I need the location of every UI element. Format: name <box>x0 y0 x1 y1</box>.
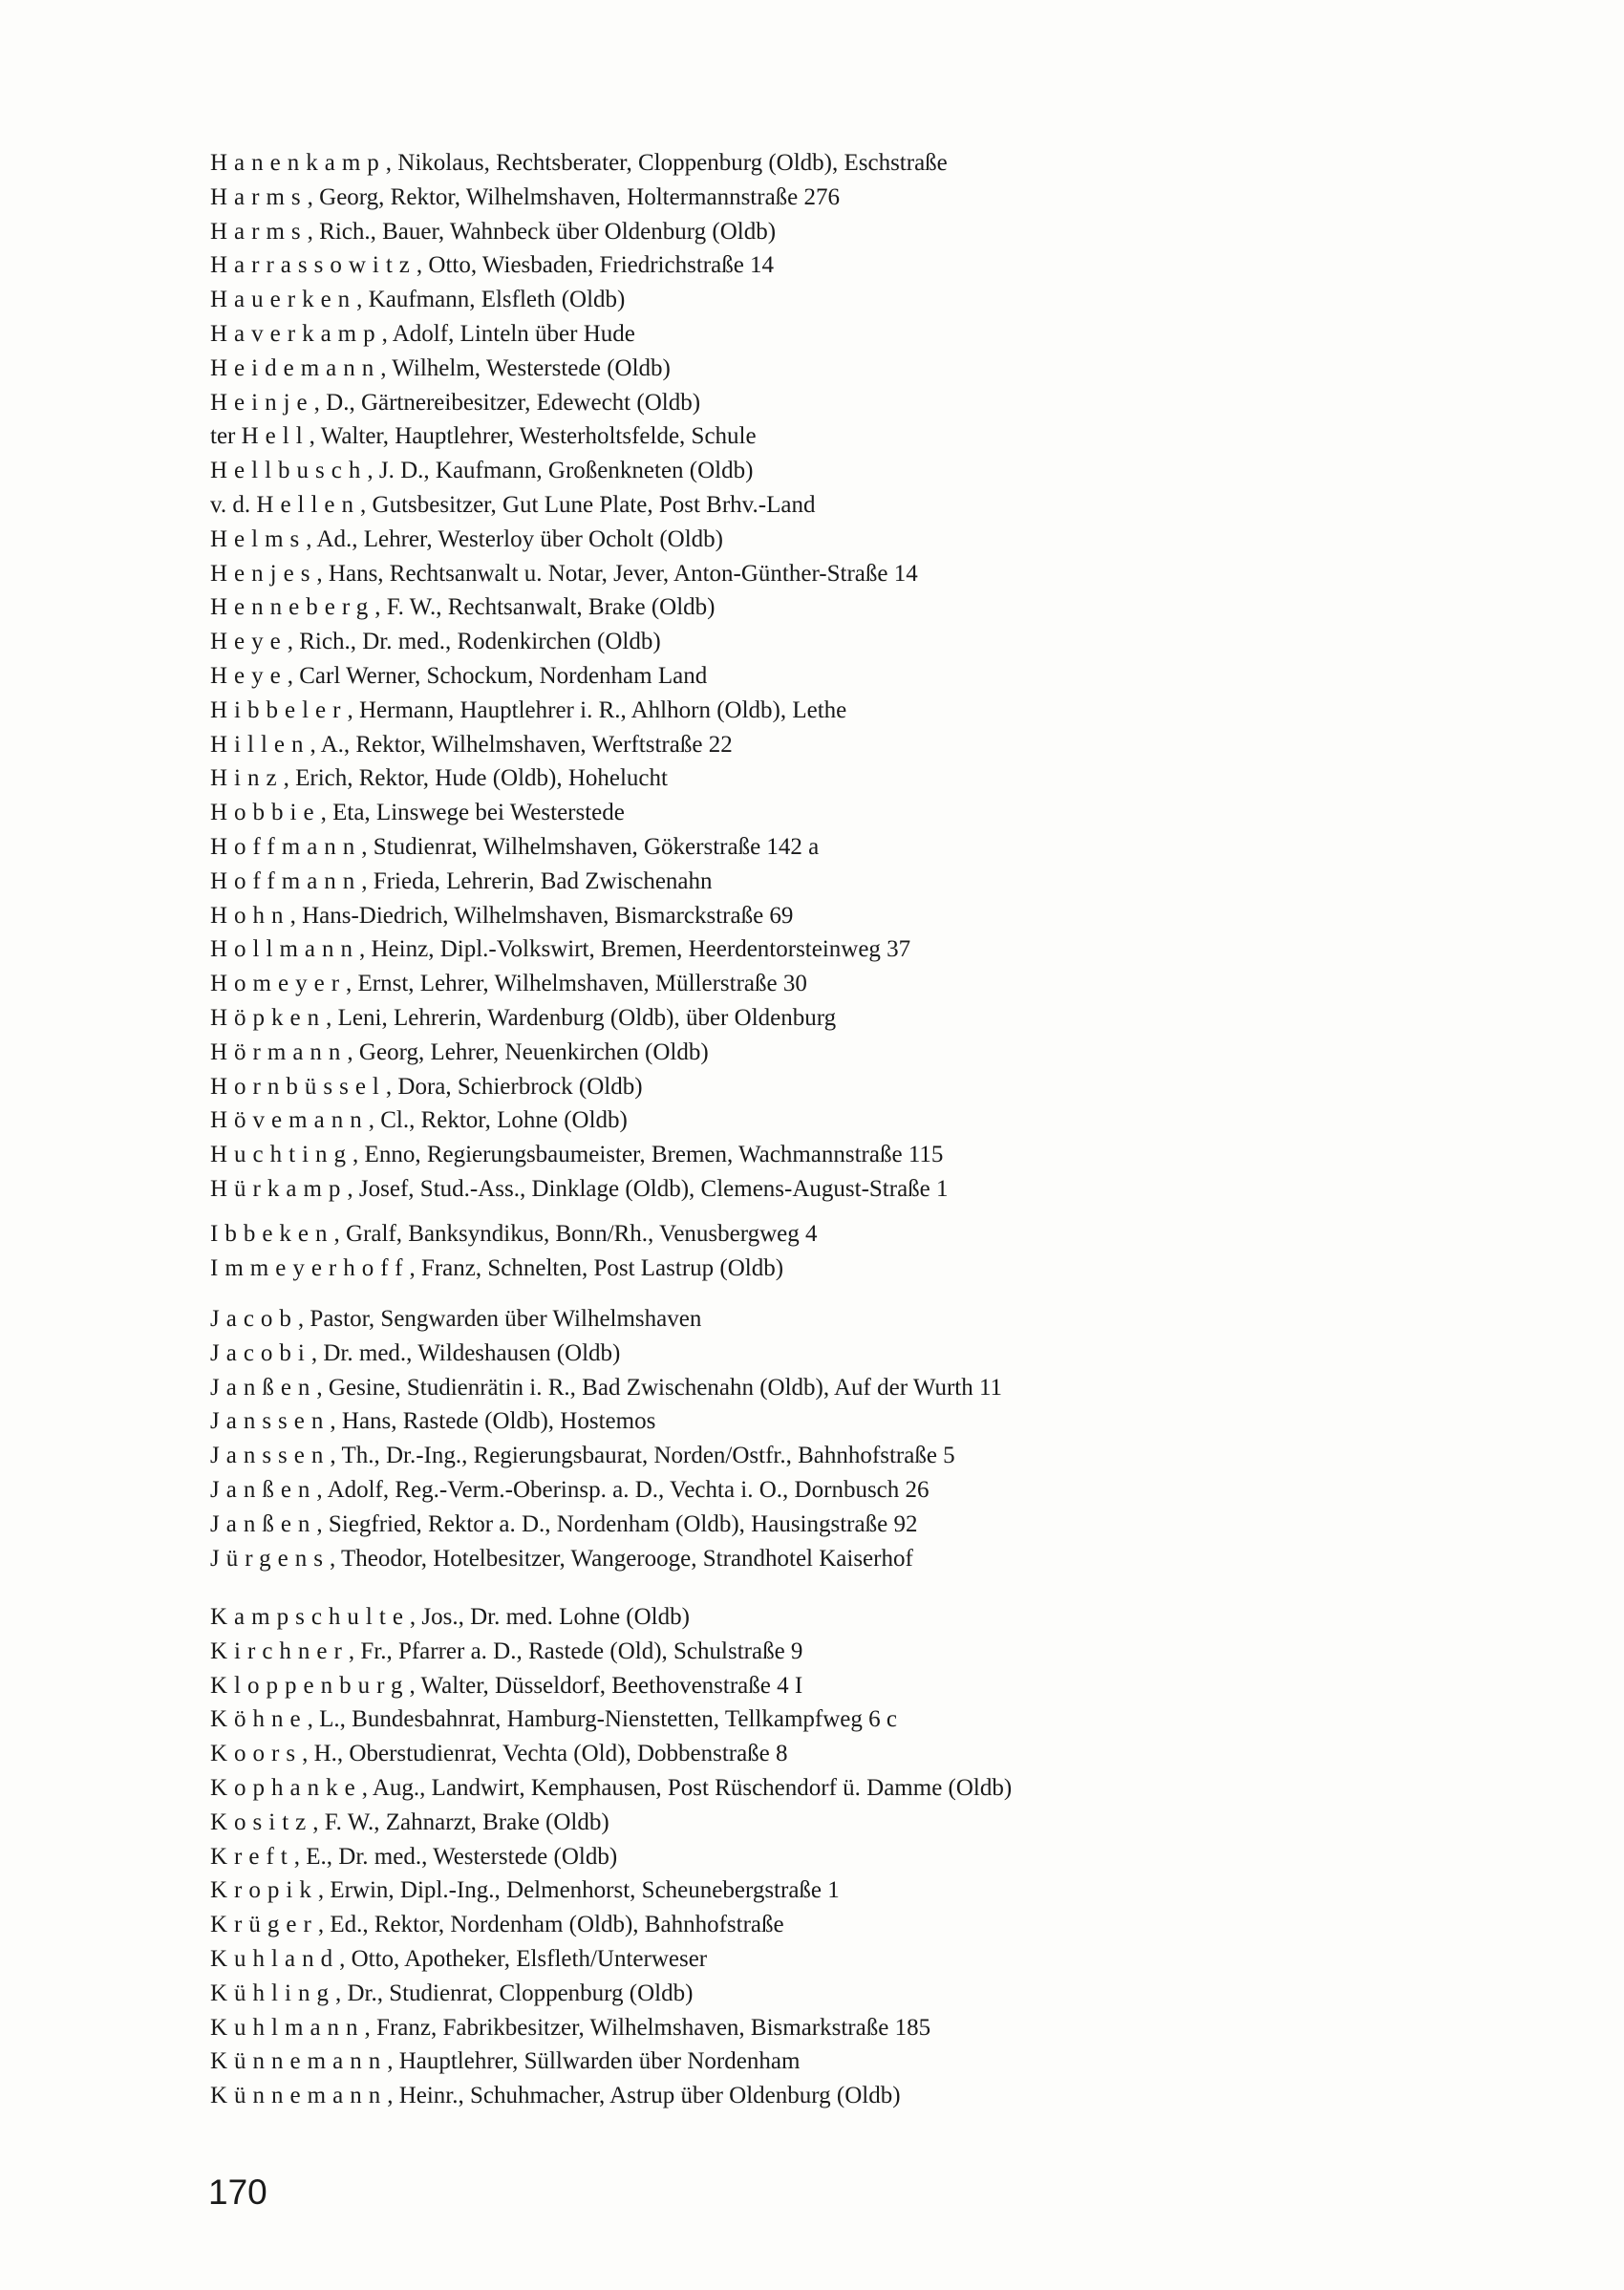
directory-entry: Hobbie, Eta, Linswege bei Westerstede <box>210 800 625 826</box>
entry-surname: Hinz <box>210 765 284 792</box>
entry-details: D., Gärtnereibesitzer, Edewecht (Oldb) <box>326 389 701 416</box>
entry-details: Kaufmann, Elsfleth (Oldb) <box>368 287 626 313</box>
section-j <box>210 1302 1462 1575</box>
section-h <box>210 146 1462 1207</box>
entry-surname: Köhne <box>210 1706 308 1733</box>
directory-entry: Janßen, Siegfried, Rektor a. D., Nordenham (Oldb), Hausingstraße 92 <box>210 1510 918 1537</box>
entry-details: Erwin, Dipl.-Ing., Delmenhorst, Scheunebergstraße 1 <box>330 1877 840 1904</box>
directory-entry: Hollmann, Heinz, Dipl.-Volkswirt, Bremen, Heerdentorsteinweg 37 <box>210 936 911 963</box>
directory-entry: Heye, Rich., Dr. med., Rodenkirchen (Oldb) <box>210 629 661 655</box>
entry-details: Heinz, Dipl.-Volkswirt, Bremen, Heerdentorsteinweg 37 <box>371 936 911 963</box>
directory-entry: ter Hell, Walter, Hauptlehrer, Westerholtsfelde, Schule <box>210 423 757 450</box>
entry-surname: Jacob <box>210 1306 298 1332</box>
entry-name-prefix: ter <box>210 423 236 450</box>
directory-entry: Köhne, L., Bundesbahnrat, Hamburg-Nienstetten, Tellkampfweg 6 c <box>210 1706 897 1733</box>
entry-details: Franz, Schnelten, Post Lastrup (Oldb) <box>420 1254 784 1281</box>
entry-details: Fr., Pfarrer a. D., Rastede (Old), Schulstraße 9 <box>360 1637 803 1664</box>
entry-details: Ed., Rektor, Nordenham (Oldb), Bahnhofstraße <box>330 1912 784 1938</box>
entry-surname: Huchting <box>210 1142 353 1168</box>
entry-surname: Kampschulte <box>210 1604 410 1630</box>
entry-details: Franz, Fabrikbesitzer, Wilhelmshaven, Bismarkstraße 185 <box>376 2014 931 2041</box>
entry-details: Enno, Regierungsbaumeister, Bremen, Wachmannstraße 115 <box>364 1142 944 1168</box>
entry-surname: Höpken <box>210 1004 327 1031</box>
directory-entry: Kirchner, Fr., Pfarrer a. D., Rastede (Old), Schulstraße 9 <box>210 1637 803 1664</box>
entry-details: Eta, Linswege bei Westerstede <box>332 800 625 826</box>
directory-entry: Janßen, Gesine, Studienrätin i. R., Bad Zwischenahn (Oldb), Auf der Wurth 11 <box>210 1374 1003 1401</box>
directory-entry: Koors, H., Oberstudienrat, Vechta (Old), Dobbenstraße 8 <box>210 1741 788 1767</box>
directory-entry: Kühling, Dr., Studienrat, Cloppenburg (Oldb) <box>210 1980 694 2006</box>
entry-surname: Krüger <box>210 1912 318 1938</box>
entry-details: Hauptlehrer, Süllwarden über Nordenham <box>398 2048 801 2075</box>
entry-surname: Harms <box>210 183 308 210</box>
directory-entry: Hellbusch, J. D., Kaufmann, Großenkneten (Oldb) <box>210 458 754 484</box>
entry-name-prefix: v. d. <box>210 491 251 518</box>
entry-details: Erich, Rektor, Hude (Oldb), Hoheluc﻿ht <box>295 765 668 792</box>
entry-details: F. W., Zahnarzt, Brake (Oldb) <box>324 1808 609 1835</box>
directory-entry: Homeyer, Ernst, Lehrer, Wilhelmshaven, Müllerstraße 30 <box>210 971 807 997</box>
directory-entry: Kositz, F. W., Zahnarzt, Brake (Oldb) <box>210 1808 609 1835</box>
directory-entry: Hauerken, Kaufmann, Elsfleth (Oldb) <box>210 287 626 313</box>
entry-surname: Hell <box>241 423 310 450</box>
directory-entry: Hoffmann, Studienrat, Wilhelmshaven, Gökerstraße 142 a <box>210 833 820 860</box>
directory-entry: Kuhland, Otto, Apotheker, Elsfleth/Unterweser <box>210 1945 708 1972</box>
entry-surname: Kositz <box>210 1808 313 1835</box>
entry-surname: Henjes <box>210 560 317 587</box>
directory-entry: Jacobi, Dr. med., Wildeshausen (Oldb) <box>210 1339 621 1366</box>
entry-details: Adolf, Reg.-Verm.-Oberinsp. a. D., Vechta i. O., Dornbusch 26 <box>327 1476 930 1503</box>
entry-surname: Immeyerhoff <box>210 1254 410 1281</box>
directory-entry: Hövemann, Cl., Rektor, Lohne (Oldb) <box>210 1107 628 1134</box>
entry-surname: Hövemann <box>210 1107 369 1134</box>
entry-details: Carl Werner, Schockum, Nordenham Land <box>299 662 708 689</box>
entry-details: Gesine, Studienrätin i. R., Bad Zwischenahn (Oldb), Auf der Wurth 11 <box>328 1374 1003 1401</box>
entry-details: Otto, Apotheker, Elsfleth/Unterweser <box>351 1945 708 1972</box>
entry-details: Leni, Lehrerin, Wardenburg (Oldb), über Oldenburg <box>337 1004 837 1031</box>
directory-entry: Haverkamp, Adolf, Linteln über Hude <box>210 320 635 347</box>
directory-entry: Höpken, Leni, Lehrerin, Wardenburg (Oldb), über Oldenburg <box>210 1004 837 1031</box>
entry-surname: Jacobi <box>210 1339 311 1366</box>
entry-details: Rich., Bauer, Wahnbeck über Oldenburg (Oldb) <box>319 218 777 245</box>
page-number: 170 <box>208 2172 267 2212</box>
entry-surname: Janssen <box>210 1408 331 1435</box>
entry-details: Walter, Hauptlehrer, Westerholtsfelde, Schule <box>320 423 757 450</box>
entry-details: Ernst, Lehrer, Wilhelmshaven, Müllerstraße 30 <box>357 971 807 997</box>
entry-surname: Janßen <box>210 1374 317 1401</box>
entry-surname: Künnemann <box>210 2083 388 2109</box>
entry-details: Hans, Rechtsanwalt u. Notar, Jever, Anton-Günther-Straße 14 <box>328 560 918 587</box>
entry-details: Josef, Stud.-Ass., Dinklage (Oldb), Clemens-August-Straße 1 <box>358 1175 949 1202</box>
directory-entry: Kampschulte, Jos., Dr. med. Lohne (Oldb) <box>210 1604 690 1630</box>
entry-surname: Haverkamp <box>210 320 382 347</box>
directory-entry: Künnemann, Hauptlehrer, Süllwarden über Nordenham <box>210 2048 801 2075</box>
entry-surname: Hellbusch <box>210 458 368 484</box>
entry-surname: Hollmann <box>210 936 359 963</box>
entry-details: Jos., Dr. med. Lohne (Oldb) <box>421 1604 690 1630</box>
entry-details: Georg, Lehrer, Neuenkirchen (Oldb) <box>358 1038 709 1065</box>
entry-details: Siegfried, Rektor a. D., Nordenham (Oldb), Hausingstraße 92 <box>328 1510 918 1537</box>
directory-entry: Heidemann, Wilhelm, Westerstede (Oldb) <box>210 354 671 381</box>
directory-entry: v. d. Hellen, Gutsbesitzer, Gut Lune Plate, Post Brhv.-Land <box>210 491 816 518</box>
entry-details: L., Bundesbahnrat, Hamburg-Nienstetten, Tellkampfweg 6 c <box>319 1706 897 1733</box>
directory-entry: Hillen, A., Rektor, Wilhelmshaven, Werftstraße 22 <box>210 731 733 758</box>
directory-entry: Hohn, Hans-Diedrich, Wilhelmshaven, Bismarckstraße 69 <box>210 902 794 929</box>
entry-surname: Heye <box>210 629 288 655</box>
directory-entry: Kloppenburg, Walter, Düsseldorf, Beethovenstraße 4 I <box>210 1672 803 1699</box>
entry-details: Hermann, Hauptlehrer i. R., Ahlhorn (Oldb), Lethe <box>358 696 847 723</box>
directory-entry: Hanenkamp, Nikolaus, Rechtsberater, Cloppenburg (Oldb), Eschstraße <box>210 150 948 176</box>
entry-details: Georg, Rektor, Wilhelmshaven, Holtermannstraße 276 <box>319 183 841 210</box>
directory-entry: Hörmann, Georg, Lehrer, Neuenkirchen (Oldb) <box>210 1038 709 1065</box>
directory-entry: Kreft, E., Dr. med., Westerstede (Oldb) <box>210 1843 618 1870</box>
entry-surname: Jürgens <box>210 1545 330 1572</box>
directory-entry: Harrassowitz, Otto, Wiesbaden, Friedrichstraße 14 <box>210 252 775 279</box>
directory-entry: Henjes, Hans, Rechtsanwalt u. Notar, Jever, Anton-Günther-Straße 14 <box>210 560 918 587</box>
entry-details: Gutsbesitzer, Gut Lune Plate, Post Brhv.-Land <box>372 491 816 518</box>
entry-surname: Koors <box>210 1741 303 1767</box>
entry-surname: Henneberg <box>210 594 375 621</box>
entry-surname: Homeyer <box>210 971 347 997</box>
directory-entry: Kuhlmann, Franz, Fabrikbesitzer, Wilhelmshaven, Bismarkstraße 185 <box>210 2014 931 2041</box>
entry-details: Hans-Diedrich, Wilhelmshaven, Bismarckstraße 69 <box>302 902 794 929</box>
entry-details: Otto, Wiesbaden, Friedrichstraße 14 <box>428 252 775 279</box>
entry-details: Dr. med., Wildeshausen (Oldb) <box>323 1339 621 1366</box>
entry-surname: Kloppenburg <box>210 1672 410 1699</box>
entry-details: Ad., Lehrer, Westerloy über Ocholt (Oldb) <box>316 525 723 552</box>
entry-details: E., Dr. med., Westerstede (Oldb) <box>306 1843 618 1870</box>
directory-entry: Hornbüssel, Dora, Schierbrock (Oldb) <box>210 1073 643 1100</box>
entry-details: Adolf, Linteln über Hude <box>392 320 635 347</box>
entry-surname: Heinje <box>210 389 314 416</box>
entry-details: Dr., Studienrat, Cloppenburg (Oldb) <box>347 1980 694 2006</box>
entry-surname: Kuhlmann <box>210 2014 365 2041</box>
entry-details: J. D., Kaufmann, Großenkneten (Oldb) <box>378 458 754 484</box>
directory-entry: Helms, Ad., Lehrer, Westerloy über Ocholt (Oldb) <box>210 525 723 552</box>
entry-surname: Kophanke <box>210 1774 362 1801</box>
entry-surname: Janssen <box>210 1443 331 1469</box>
directory-entry: Kophanke, Aug., Landwirt, Kemphausen, Post Rüschendorf ü. Damme (Oldb) <box>210 1774 1013 1801</box>
entry-details: Frieda, Lehrerin, Bad Zwischenahn <box>373 867 713 894</box>
entry-details: Hans, Rastede (Oldb), Hostemos <box>341 1408 656 1435</box>
entry-surname: Helms <box>210 525 307 552</box>
entry-details: Wilhelm, Westerstede (Oldb) <box>392 354 671 381</box>
directory-entry: Hibbeler, Hermann, Hauptlehrer i. R., Ahlhorn (Oldb), Lethe <box>210 696 847 723</box>
section-k <box>210 1600 1462 2113</box>
entry-surname: Hoffmann <box>210 867 362 894</box>
entry-details: Cl., Rektor, Lohne (Oldb) <box>380 1107 628 1134</box>
directory-entry: Huchting, Enno, Regierungsbaumeister, Bremen, Wachmannstraße 115 <box>210 1142 944 1168</box>
directory-entry: Janßen, Adolf, Reg.-Verm.-Oberinsp. a. D., Vechta i. O., Dornbusch 26 <box>210 1476 930 1503</box>
entry-details: Heinr., Schuhmacher, Astrup über Oldenburg (Oldb) <box>398 2083 901 2109</box>
directory-entry: Harms, Rich., Bauer, Wahnbeck über Oldenburg (Oldb) <box>210 218 777 245</box>
entry-surname: Hellen <box>256 491 361 518</box>
directory-entry: Hürkamp, Josef, Stud.-Ass., Dinklage (Oldb), Clemens-August-Straße 1 <box>210 1175 949 1202</box>
entry-surname: Kropik <box>210 1877 318 1904</box>
entry-details: F. W., Rechtsanwalt, Brake (Oldb) <box>386 594 716 621</box>
entry-details: Aug., Landwirt, Kemphausen, Post Rüschendorf ü. Damme (Oldb) <box>372 1774 1013 1801</box>
entry-details: Dora, Schierbrock (Oldb) <box>397 1073 643 1100</box>
entry-surname: Ibbeken <box>210 1221 334 1247</box>
entry-details: Theodor, Hotelbesitzer, Wangerooge, Strandhotel Kaiserhof <box>341 1545 913 1572</box>
directory-entry: Immeyerhoff, Franz, Schnelten, Post Lastrup (Oldb) <box>210 1254 784 1281</box>
entry-surname: Künnemann <box>210 2048 388 2075</box>
directory-entry: Harms, Georg, Rektor, Wilhelmshaven, Holtermannstraße 276 <box>210 183 841 210</box>
directory-entry: Ibbeken, Gralf, Banksyndikus, Bonn/Rh., Venusbergweg 4 <box>210 1221 818 1247</box>
entry-surname: Hobbie <box>210 800 321 826</box>
entry-surname: Hörmann <box>210 1038 348 1065</box>
entry-surname: Janßen <box>210 1476 317 1503</box>
entry-surname: Kuhland <box>210 1945 340 1972</box>
entry-surname: Hornbüssel <box>210 1073 386 1100</box>
directory-entry: Krüger, Ed., Rektor, Nordenham (Oldb), Bahnhofstraße <box>210 1912 784 1938</box>
entry-surname: Kirchner <box>210 1637 349 1664</box>
directory-entry: Hoffmann, Frieda, Lehrerin, Bad Zwischenahn <box>210 867 713 894</box>
entry-surname: Hohn <box>210 902 290 929</box>
entry-details: Pastor, Sengwarden über Wilhelmshaven <box>310 1306 702 1332</box>
entry-surname: Harrassowitz <box>210 252 417 279</box>
entry-details: Nikolaus, Rechtsberater, Cloppenburg (Oldb), Eschstraße <box>397 150 948 176</box>
directory-entry: Heye, Carl Werner, Schockum, Nordenham Land <box>210 662 708 689</box>
directory-entry: Künnemann, Heinr., Schuhmacher, Astrup über Oldenburg (Oldb) <box>210 2083 901 2109</box>
section-i <box>210 1217 1462 1286</box>
directory-entry: Kropik, Erwin, Dipl.-Ing., Delmenhorst, Scheunebergstraße 1 <box>210 1877 840 1904</box>
entry-surname: Hoffmann <box>210 833 362 860</box>
entry-surname: Kühling <box>210 1980 335 2006</box>
directory-entry: Heinje, D., Gärtnereibesitzer, Edewecht (Oldb) <box>210 389 701 416</box>
entry-details: H., Oberstudienrat, Vechta (Old), Dobbenstraße 8 <box>313 1741 788 1767</box>
entry-surname: Heye <box>210 662 288 689</box>
entry-surname: Hibbeler <box>210 696 348 723</box>
directory-entry: Janssen, Th., Dr.-Ing., Regierungsbaurat, Norden/Ostfr., Bahnhofstraße 5 <box>210 1443 955 1469</box>
entry-surname: Hanenkamp <box>210 150 386 176</box>
directory-entry: Jacob, Pastor, Sengwarden über Wilhelmshaven <box>210 1306 702 1332</box>
entry-surname: Kreft <box>210 1843 294 1870</box>
directory-entry: Jürgens, Theodor, Hotelbesitzer, Wangerooge, Strandhotel Kaiserhof <box>210 1545 913 1572</box>
entry-surname: Harms <box>210 218 308 245</box>
entry-details: A., Rektor, Wilhelmshaven, Werftstraße 22 <box>320 731 733 758</box>
entry-details: Rich., Dr. med., Rodenkirchen (Oldb) <box>299 629 661 655</box>
entry-surname: Hillen <box>210 731 310 758</box>
entry-details: Studienrat, Wilhelmshaven, Gökerstraße 142 a <box>373 833 820 860</box>
directory-entry: Hinz, Erich, Rektor, Hude (Oldb), Hoheluc﻿ht <box>210 765 668 792</box>
entry-surname: Hürkamp <box>210 1175 348 1202</box>
entry-details: Gralf, Banksyndikus, Bonn/Rh., Venusbergweg 4 <box>346 1221 818 1247</box>
entry-surname: Hauerken <box>210 287 357 313</box>
entry-details: Walter, Düsseldorf, Beethovenstraße 4 I <box>420 1672 803 1699</box>
entry-surname: Janßen <box>210 1510 317 1537</box>
entry-details: Th., Dr.-Ing., Regierungsbaurat, Norden/Ostfr., Bahnhofstraße 5 <box>341 1443 955 1469</box>
directory-entry: Henneberg, F. W., Rechtsanwalt, Brake (Oldb) <box>210 594 716 621</box>
entry-surname: Heidemann <box>210 354 381 381</box>
directory-entry: Janssen, Hans, Rastede (Oldb), Hostemos <box>210 1408 656 1435</box>
